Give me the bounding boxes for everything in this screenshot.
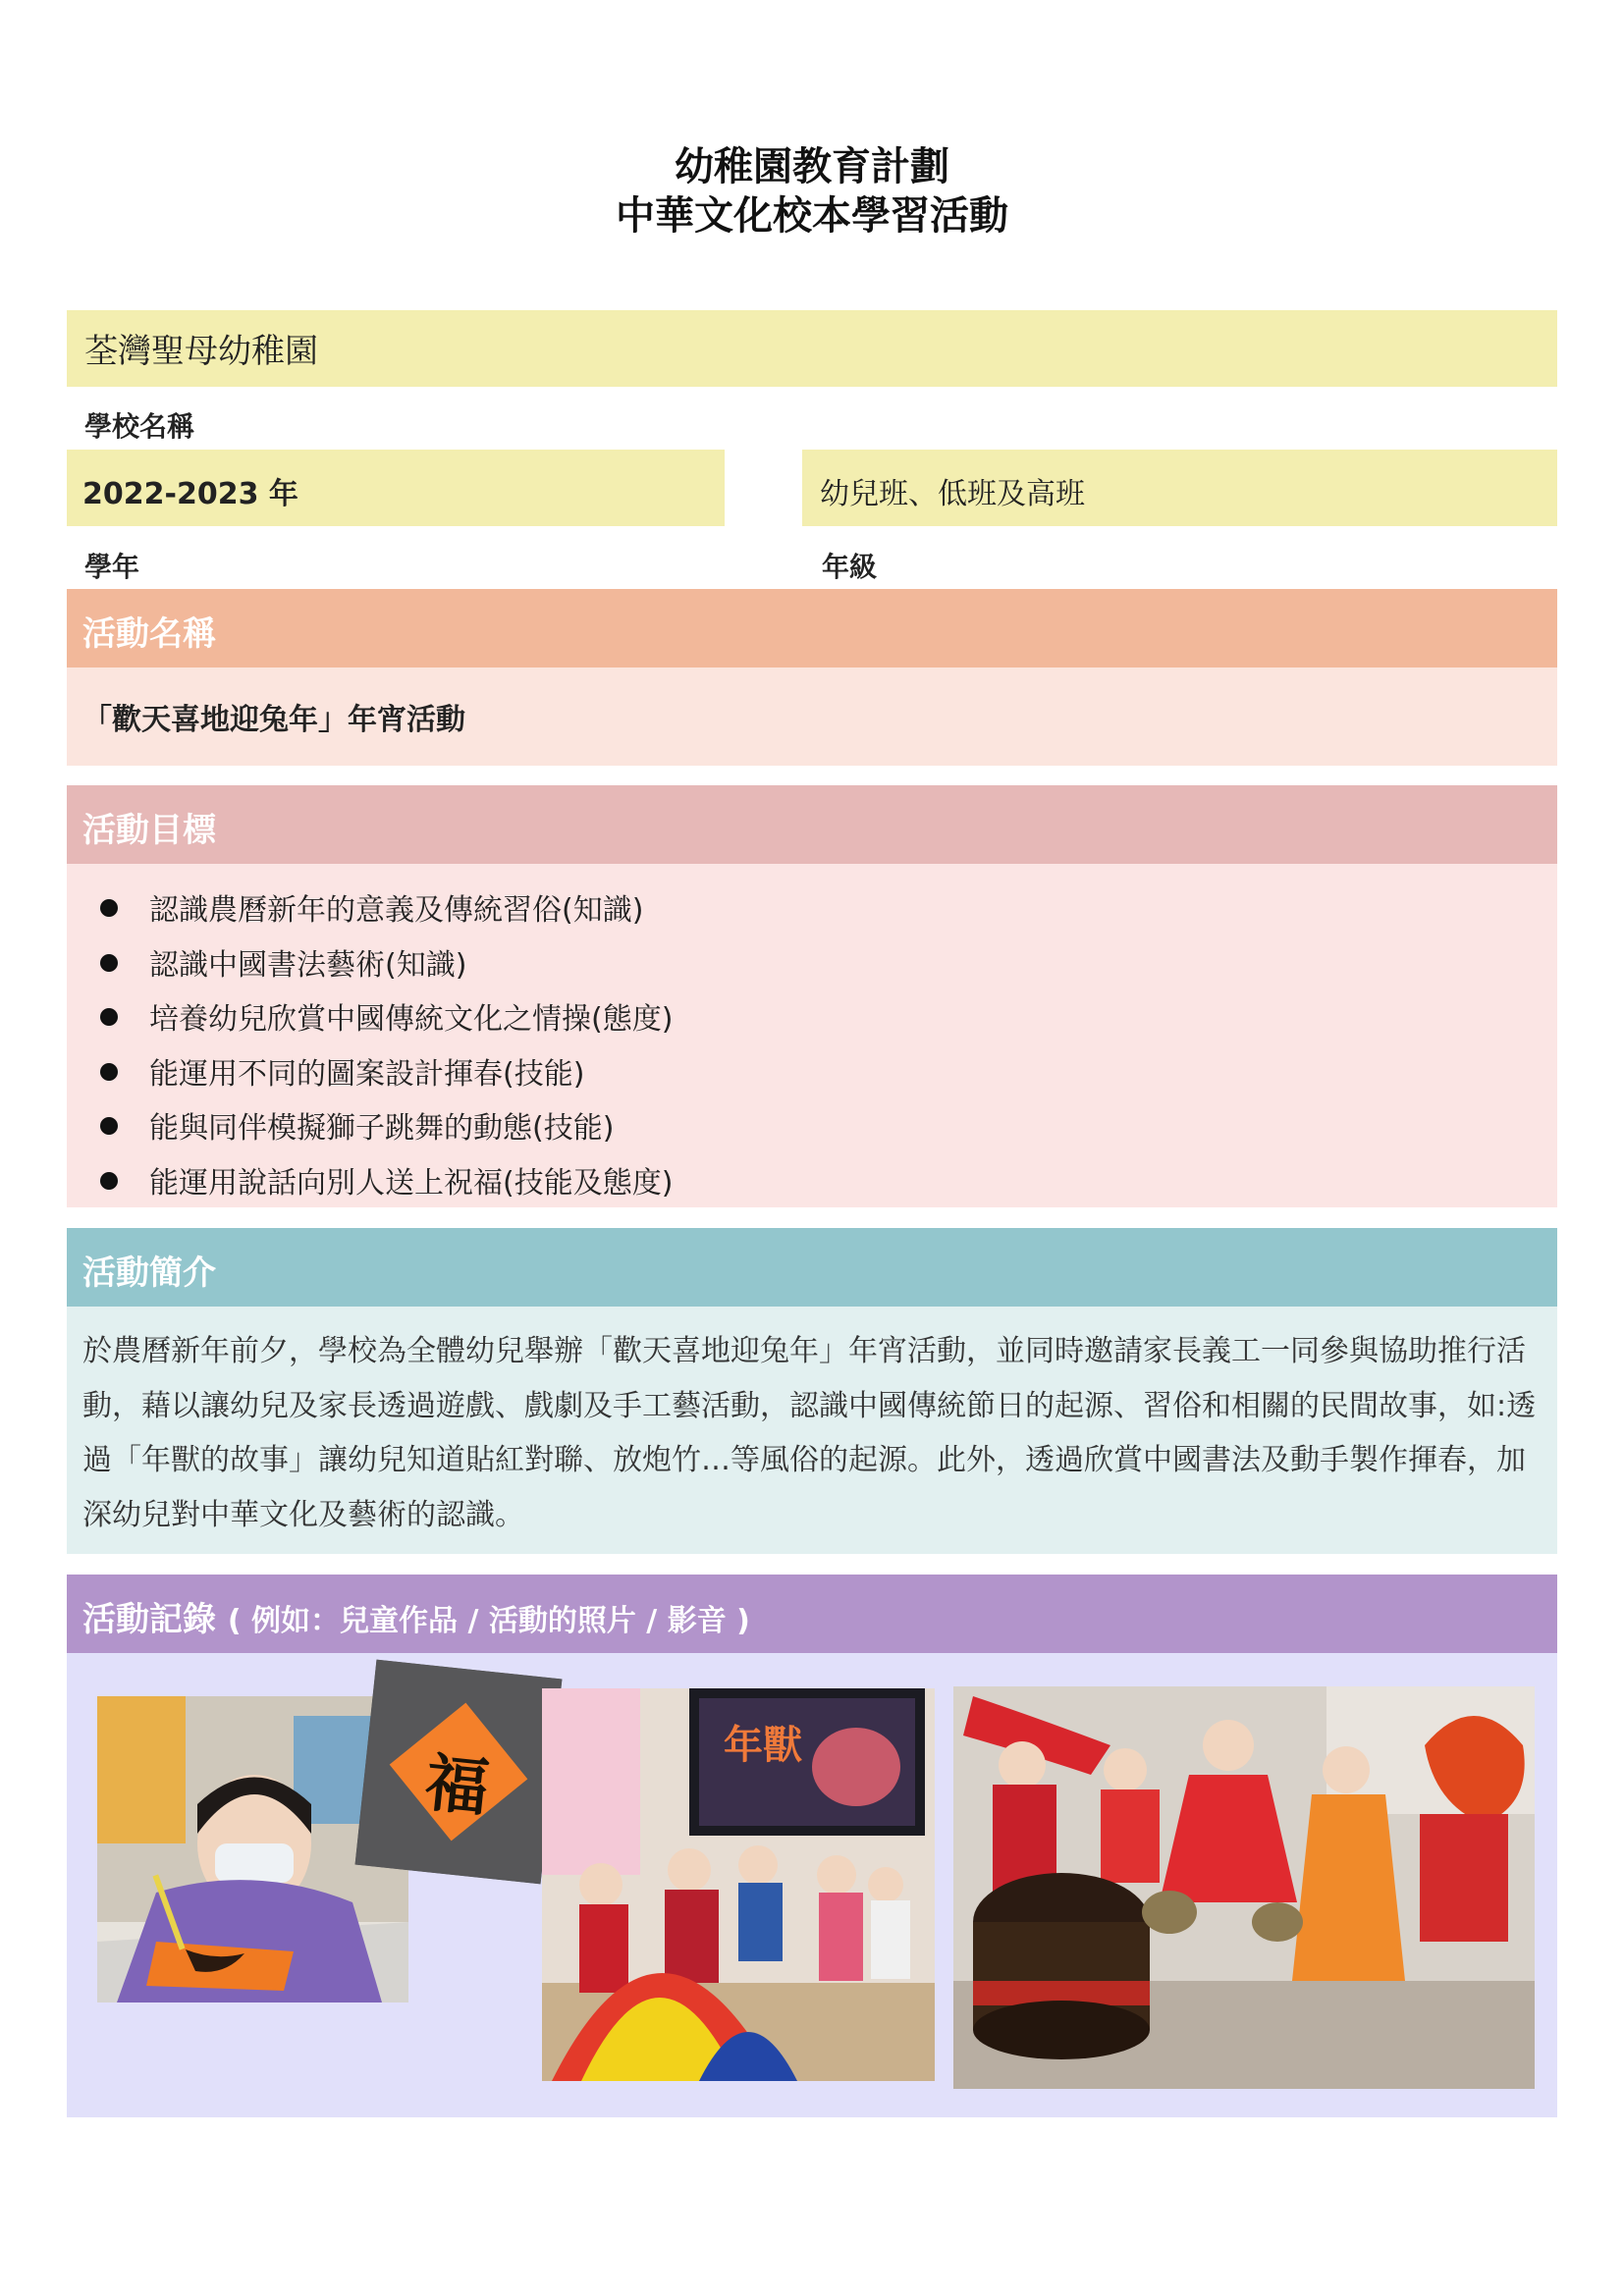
photo-fu-couplet — [355, 1660, 563, 1885]
school-name-label: 學校名稱 — [84, 410, 195, 443]
bullet-icon — [100, 1063, 118, 1081]
screen-title: 年獸 — [724, 1723, 802, 1768]
bullet-icon — [100, 1117, 118, 1135]
records-title: 活動記錄 — [82, 1600, 216, 1639]
records-subtitle: ( 例如：兒童作品 / 活動的照片 / 影音 ) — [227, 1604, 750, 1638]
bullet-icon — [100, 899, 118, 917]
records-header — [67, 1575, 1557, 1653]
document-subtitle: 中華文化校本學習活動 — [616, 193, 1008, 239]
photo-lion-dance — [953, 1686, 1535, 2089]
academic-year-field: 2022-2023 年 — [67, 450, 725, 526]
list-item: 認識農曆新年的意義及傳統習俗(知識) — [82, 885, 1542, 940]
bullet-icon — [100, 1172, 118, 1190]
list-item: 認識中國書法藝術(知識) — [82, 940, 1542, 995]
school-name-field: 荃灣聖母幼稚園 — [67, 310, 1557, 387]
objectives-list — [67, 864, 1557, 1207]
grade-field: 幼兒班、低班及高班 — [802, 450, 1557, 526]
bullet-icon — [100, 1008, 118, 1026]
activity-name-header: 活動名稱 — [67, 589, 1557, 667]
introduction-header: 活動簡介 — [67, 1228, 1557, 1307]
introduction-text: 於農曆新年前夕，學校為全體幼兒舉辦「歡天喜地迎兔年」年宵活動，並同時邀請家長義工一同參與協助推行活動，藉以讓幼兒及家長透過遊戲、戲劇及手工藝活動，認識中國傳統節日的起源、習俗和相關的民間故事，如:透過「年獸的故事」讓幼兒知道貼紅對聯、放炮竹…等風俗的起源。此外，透過欣賞中國書法及動手製作揮春，加深幼兒對中華文化及藝術的認識。 — [67, 1307, 1557, 1554]
objectives-header: 活動目標 — [67, 785, 1557, 864]
document-title: 幼稚園教育計劃 — [675, 144, 949, 189]
list-item: 培養幼兒欣賞中國傳統文化之情操(態度) — [82, 994, 1542, 1049]
list-item: 能運用說話向別人送上祝福(技能及態度) — [82, 1158, 1542, 1213]
grade-label: 年級 — [822, 551, 878, 583]
list-item: 能與同伴模擬獅子跳舞的動態(技能) — [82, 1103, 1542, 1158]
list-item: 能運用不同的圖案設計揮春(技能) — [82, 1049, 1542, 1104]
fu-character: 福 — [421, 1745, 493, 1827]
bullet-icon — [100, 954, 118, 972]
activity-name-value: 「歡天喜地迎兔年」年宵活動 — [67, 667, 1557, 766]
photo-classroom-story — [542, 1688, 935, 2081]
academic-year-label: 學年 — [84, 551, 140, 583]
